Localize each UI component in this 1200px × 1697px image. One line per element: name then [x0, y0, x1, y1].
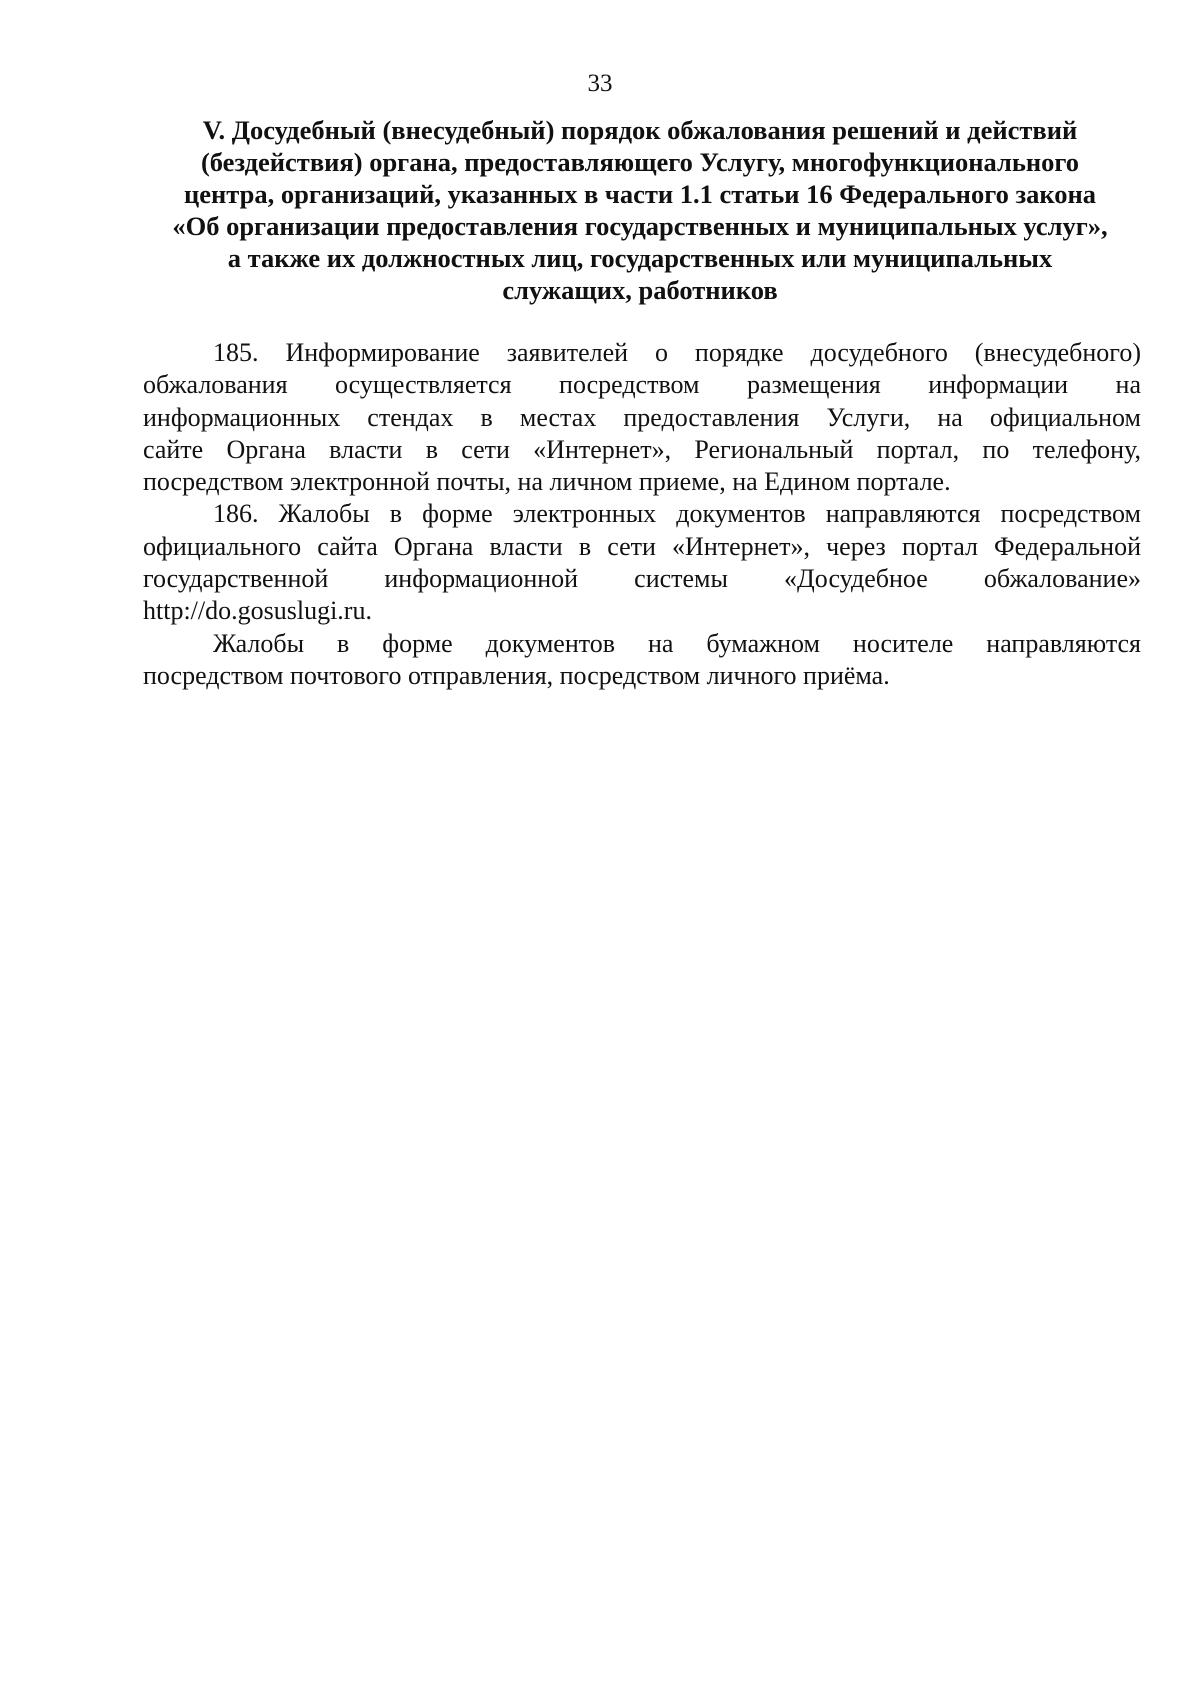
page-number: 33	[587, 70, 613, 97]
text-line: информационных стендах в местах предоставления Услуги, на официальном	[143, 402, 1141, 432]
body-text	[143, 337, 1141, 692]
text-line: 185. Информирование заявителей о порядке досудебного (внесудебного)	[213, 338, 1141, 367]
section-heading	[140, 114, 1140, 306]
text-line: Жалобы в форме документов на бумажном носителе направляются	[213, 628, 1141, 658]
heading-line: V. Досудебный (внесудебный) порядок обжалования решений и действий	[202, 115, 1078, 145]
heading-line: служащих, работников	[502, 275, 778, 305]
text-line: 186. Жалобы в форме электронных документов направляются посредством	[213, 499, 1141, 529]
text-line: сайте Органа власти в сети «Интернет», Региональный портал, по телефону,	[143, 434, 1141, 464]
paragraph-186	[143, 498, 1141, 627]
heading-line: (бездействия) органа, предоставляющего Услугу, многофункционального	[200, 147, 1080, 177]
text-line: http://do.gosuslugi.ru.	[143, 596, 372, 626]
heading-line: а также их должностных лиц, государственных или муниципальных	[227, 243, 1053, 273]
heading-line: «Об организации предоставления государственных и муниципальных услуг»,	[172, 211, 1108, 241]
heading-line: центра, организаций, указанных в части 1.1 статьи 16 Федерального закона	[183, 179, 1097, 209]
text-line: посредством почтового отправления, посредством личного приёма.	[143, 660, 890, 690]
paragraph-185	[143, 337, 1141, 498]
text-line: официального сайта Органа власти в сети «Интернет», через портал Федеральной	[143, 531, 1141, 561]
paragraph-paper-complaints	[143, 628, 1141, 693]
text-line: посредством электронной почты, на личном приеме, на Едином портале.	[143, 467, 951, 497]
text-line: обжалования осуществляется посредством размещения информации на	[143, 370, 1141, 400]
text-line: государственной информационной системы «Досудебное обжалование»	[143, 564, 1141, 594]
